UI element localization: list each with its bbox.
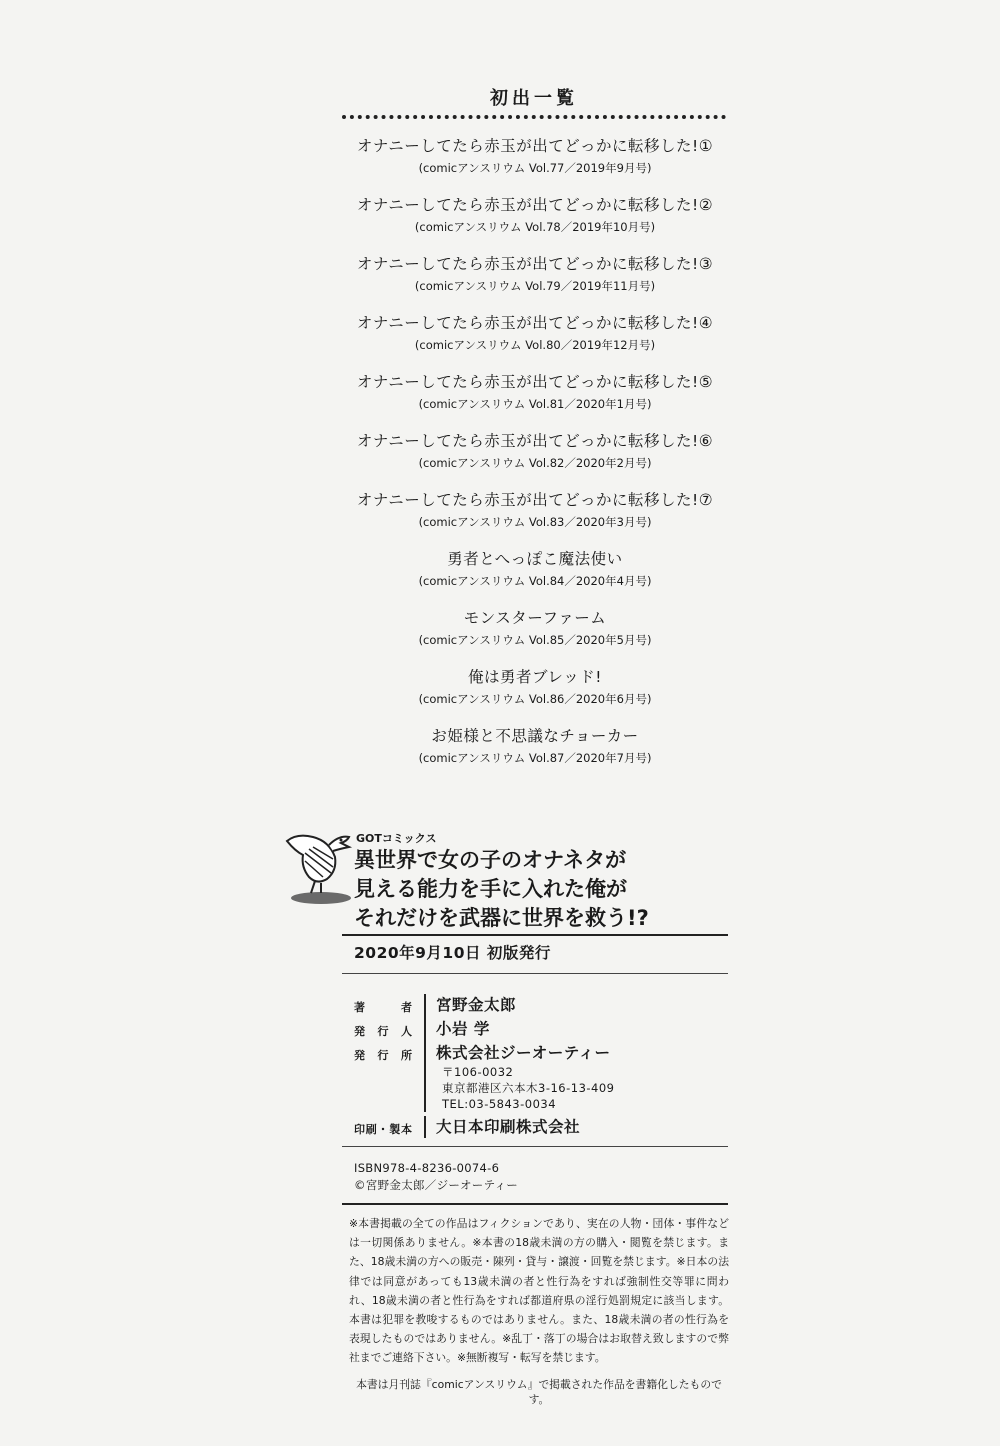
book-title-line: 見える能力を手に入れた俺が — [354, 877, 627, 901]
credit-separator — [424, 1018, 426, 1042]
entry-title: オナニーしてたら赤玉が出てどっかに転移した!① — [356, 137, 714, 155]
credit-separator — [424, 994, 426, 1018]
postal-code: 〒106-0032 — [442, 1065, 514, 1079]
credit-row-publisher — [354, 1042, 614, 1112]
list-item — [300, 665, 770, 707]
first-appearance-title: 初出一覧 — [490, 88, 578, 109]
entry-source: (comicアンスリウム Vol.86／2020年6月号) — [418, 692, 652, 706]
entry-source: (comicアンスリウム Vol.84／2020年4月号) — [418, 574, 652, 588]
entry-title: オナニーしてたら赤玉が出てどっかに転移した!⑤ — [356, 373, 714, 391]
isbn: ISBN978-4-8236-0074-6 — [354, 1161, 500, 1175]
divider — [342, 934, 728, 936]
series-label: GOTコミックス — [356, 832, 437, 845]
list-item — [300, 488, 770, 530]
entry-source: (comicアンスリウム Vol.79／2019年11月号) — [414, 279, 656, 293]
divider — [342, 973, 728, 974]
entry-title: オナニーしてたら赤玉が出てどっかに転移した!② — [356, 196, 714, 214]
list-item — [300, 252, 770, 294]
list-item — [300, 311, 770, 353]
copyright: ©宮野金太郎／ジーオーティー — [354, 1178, 519, 1192]
entry-source: (comicアンスリウム Vol.81／2020年1月号) — [418, 397, 652, 411]
divider — [342, 1203, 728, 1205]
list-item — [300, 193, 770, 235]
telephone: TEL:03-5843-0034 — [442, 1097, 557, 1111]
credit-row-author — [354, 994, 614, 1018]
credit-label: 印刷・製本 — [354, 1123, 412, 1136]
entry-title: モンスターファーム — [463, 609, 607, 627]
credit-label: 発行人 — [354, 1025, 412, 1038]
publication-date: 2020年9月10日 初版発行 — [354, 944, 551, 962]
divider — [342, 1146, 728, 1147]
entry-source: (comicアンスリウム Vol.80／2019年12月号) — [414, 338, 656, 352]
entry-source: (comicアンスリウム Vol.87／2020年7月号) — [418, 751, 652, 765]
book-title-line: 異世界で女の子のオナネタが — [354, 848, 627, 872]
address: 東京都港区六本木3-16-13-409 — [442, 1081, 615, 1095]
list-item — [300, 134, 770, 176]
isbn-block — [354, 1160, 518, 1194]
entry-title: オナニーしてたら赤玉が出てどっかに転移した!④ — [356, 314, 714, 332]
book-title-line: それだけを武器に世界を救う!? — [354, 906, 649, 930]
entry-title: オナニーしてたら赤玉が出てどっかに転移した!⑦ — [356, 491, 714, 509]
credit-value: 小岩 学 — [436, 1020, 490, 1038]
list-item — [300, 429, 770, 471]
credit-value: 宮野金太郎 — [436, 996, 517, 1014]
entry-source: (comicアンスリウム Vol.78／2019年10月号) — [414, 220, 656, 234]
legal-notice: ※本書掲載の全ての作品はフィクションであり、実在の人物・団体・事件などは一切関係ありません。※本書の18歳未満の方の購入・閲覧を禁じます。また、18歳未満の方への販売・陳列・貸与・譲渡・回覧を禁じます。※日本の法律では同意があっても13歳未満の者と性行為をすれば強制性交等罪に問われ、18歳未満の者と性行為をすれば都道府県の淫行処罰規定に該当します。本書は犯罪を教唆するものではありません。また、18歳未満の者の性行為を表現したものではありません。※乱丁・落丁の場合はお取替え致しますので弊社までご連絡下さい。※無断複写・転写を禁じます。 — [349, 1217, 729, 1365]
publisher-details — [436, 1042, 614, 1112]
credit-row-printer — [354, 1116, 614, 1138]
entry-title: オナニーしてたら赤玉が出てどっかに転移した!③ — [356, 255, 714, 273]
credit-row-publisher-person — [354, 1018, 614, 1042]
entry-source: (comicアンスリウム Vol.85／2020年5月号) — [418, 633, 652, 647]
list-item — [300, 724, 770, 766]
credit-label: 発行所 — [354, 1049, 412, 1062]
list-item — [300, 606, 770, 648]
credits-block — [354, 994, 614, 1138]
entry-source: (comicアンスリウム Vol.82／2020年2月号) — [418, 456, 652, 470]
credit-separator — [424, 1042, 426, 1112]
dotted-divider — [342, 115, 726, 119]
list-item — [300, 370, 770, 412]
list-item — [300, 547, 770, 589]
entry-title: 勇者とへっぽこ魔法使い — [447, 550, 623, 568]
footer-note: 本書は月刊誌『comicアンスリウム』で掲載された作品を書籍化したものです。 — [356, 1378, 722, 1406]
entry-title: お姫様と不思議なチョーカー — [431, 727, 639, 745]
credit-value: 株式会社ジーオーティー — [436, 1044, 611, 1062]
credit-separator — [424, 1116, 426, 1138]
entry-title: 俺は勇者ブレッド! — [468, 668, 602, 686]
book-title — [354, 846, 649, 933]
entry-source: (comicアンスリウム Vol.83／2020年3月号) — [418, 515, 652, 529]
entry-title: オナニーしてたら赤玉が出てどっかに転移した!⑥ — [356, 432, 714, 450]
credit-label: 著 者 — [354, 1001, 412, 1014]
credit-value: 大日本印刷株式会社 — [436, 1118, 581, 1136]
entry-source: (comicアンスリウム Vol.77／2019年9月号) — [418, 161, 652, 175]
bird-logo-icon — [283, 827, 355, 907]
